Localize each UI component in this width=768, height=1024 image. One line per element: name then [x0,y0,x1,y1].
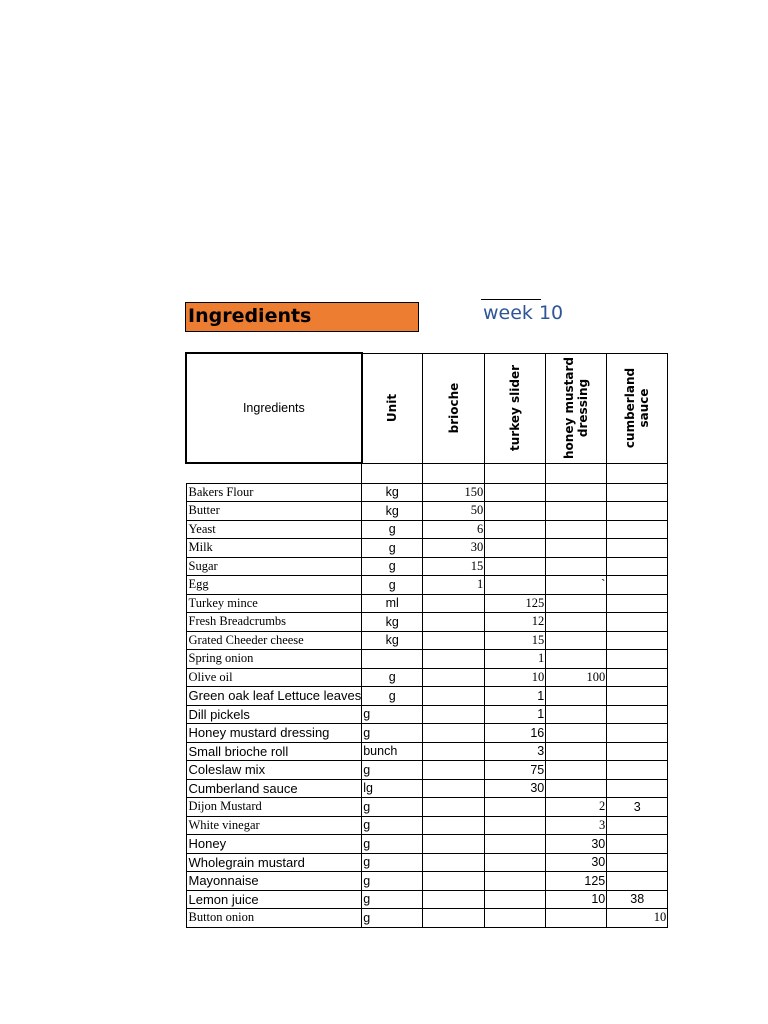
cumberland-qty [607,668,668,687]
unit-cell: g [362,539,423,558]
unit-cell: g [362,909,423,928]
turkey-slider-qty [485,890,546,909]
header-honey-mustard-dressing: honey mustard dressing [546,353,607,463]
brioche-qty [423,687,485,706]
cumberland-qty [607,779,668,798]
brioche-qty [423,798,485,817]
turkey-slider-qty [485,816,546,835]
turkey-slider-qty: 1 [485,687,546,706]
cumberland-qty [607,761,668,780]
ingredient-name: Dill pickels [186,705,362,724]
ingredient-name: Bakers Flour [186,483,362,502]
cumberland-qty [607,613,668,632]
cumberland-qty [607,835,668,854]
honey-mustard-qty [546,705,607,724]
honey-mustard-qty [546,742,607,761]
ingredient-name: Cumberland sauce [186,779,362,798]
turkey-slider-qty: 75 [485,761,546,780]
unit-cell: g [362,724,423,743]
honey-mustard-qty: ` [546,576,607,595]
brioche-qty [423,816,485,835]
unit-cell: g [362,798,423,817]
honey-mustard-qty: 2 [546,798,607,817]
honey-mustard-qty [546,779,607,798]
ingredient-name: Button onion [186,909,362,928]
turkey-slider-qty: 1 [485,650,546,669]
table-row [186,668,668,687]
ingredient-name: Egg [186,576,362,595]
header-row [186,353,668,463]
table-row [186,502,668,521]
cumberland-qty [607,650,668,669]
turkey-slider-qty [485,853,546,872]
brioche-qty [423,724,485,743]
table-row [186,687,668,706]
turkey-slider-qty: 125 [485,594,546,613]
cumberland-qty [607,816,668,835]
cumberland-qty [607,576,668,595]
ingredient-name: Fresh Breadcrumbs [186,613,362,632]
unit-cell: bunch [362,742,423,761]
brioche-qty [423,835,485,854]
table-row [186,724,668,743]
ingredient-name: Turkey mince [186,594,362,613]
turkey-slider-qty [485,835,546,854]
ingredient-name: Coleslaw mix [186,761,362,780]
honey-mustard-qty: 30 [546,853,607,872]
table-row [186,742,668,761]
ingredient-name: Butter [186,502,362,521]
header-turkey-slider: turkey slider [485,353,546,463]
brioche-qty [423,779,485,798]
turkey-slider-qty [485,798,546,817]
cumberland-qty [607,594,668,613]
honey-mustard-qty [546,650,607,669]
ingredient-name: Lemon juice [186,890,362,909]
brioche-qty [423,631,485,650]
cumberland-qty [607,705,668,724]
table-row [186,483,668,502]
unit-cell: g [362,705,423,724]
header-ingredients: Ingredients [186,353,362,463]
ingredients-table [185,352,668,928]
table-row [186,890,668,909]
honey-mustard-qty [546,724,607,743]
turkey-slider-qty: 16 [485,724,546,743]
cumberland-qty [607,724,668,743]
ingredient-name: Honey [186,835,362,854]
ingredient-name: White vinegar [186,816,362,835]
honey-mustard-qty [546,909,607,928]
cumberland-qty [607,539,668,558]
brioche-qty [423,613,485,632]
honey-mustard-qty [546,483,607,502]
cumberland-qty [607,872,668,891]
table-row [186,835,668,854]
cumberland-qty [607,687,668,706]
table-row [186,853,668,872]
unit-cell: g [362,853,423,872]
honey-mustard-qty [546,613,607,632]
cumberland-qty: 3 [607,798,668,817]
ingredient-name: Sugar [186,557,362,576]
table-row [186,779,668,798]
honey-mustard-qty [546,520,607,539]
header-cumberland-sauce: cumberland sauce [607,353,668,463]
table-row [186,576,668,595]
ingredient-name: Yeast [186,520,362,539]
cumberland-qty [607,520,668,539]
cumberland-qty [607,742,668,761]
turkey-slider-qty: 10 [485,668,546,687]
ingredient-name: Milk [186,539,362,558]
unit-cell: g [362,576,423,595]
table-row [186,798,668,817]
ingredient-name: Honey mustard dressing [186,724,362,743]
unit-cell: g [362,890,423,909]
table-row [186,631,668,650]
brioche-qty: 150 [423,483,485,502]
brioche-qty: 50 [423,502,485,521]
cumberland-qty [607,631,668,650]
cumberland-qty [607,557,668,576]
brioche-qty [423,872,485,891]
honey-mustard-qty: 30 [546,835,607,854]
brioche-qty [423,890,485,909]
table-row [186,909,668,928]
turkey-slider-qty: 1 [485,705,546,724]
honey-mustard-qty [546,594,607,613]
honey-mustard-qty: 10 [546,890,607,909]
brioche-qty: 1 [423,576,485,595]
title-banner [185,302,419,332]
table-row [186,705,668,724]
unit-cell: lg [362,779,423,798]
table-row [186,816,668,835]
ingredient-name: Olive oil [186,668,362,687]
page-title: Ingredients [188,305,312,327]
unit-cell: g [362,557,423,576]
honey-mustard-qty [546,539,607,558]
ingredient-name: Grated Cheeder cheese [186,631,362,650]
cumberland-qty [607,502,668,521]
brioche-qty: 15 [423,557,485,576]
turkey-slider-qty [485,539,546,558]
table-row [186,872,668,891]
ingredient-name: Spring onion [186,650,362,669]
unit-cell: g [362,761,423,780]
ingredient-name: Dijon Mustard [186,798,362,817]
unit-cell [362,650,423,669]
turkey-slider-qty [485,909,546,928]
ingredient-name: Wholegrain mustard [186,853,362,872]
brioche-qty [423,668,485,687]
cumberland-qty: 10 [607,909,668,928]
turkey-slider-qty: 30 [485,779,546,798]
honey-mustard-qty: 125 [546,872,607,891]
honey-mustard-qty [546,631,607,650]
unit-cell: ml [362,594,423,613]
turkey-slider-qty: 15 [485,631,546,650]
unit-cell: g [362,816,423,835]
spacer-row [186,463,668,483]
brioche-qty [423,594,485,613]
brioche-qty [423,761,485,780]
turkey-slider-qty: 12 [485,613,546,632]
unit-cell: g [362,872,423,891]
ingredient-name: Small brioche roll [186,742,362,761]
turkey-slider-qty [485,483,546,502]
brioche-qty [423,909,485,928]
table-row [186,761,668,780]
table-row [186,594,668,613]
unit-cell: kg [362,613,423,632]
week-overline [481,299,541,300]
brioche-qty [423,705,485,724]
honey-mustard-qty: 100 [546,668,607,687]
table-row [186,613,668,632]
brioche-qty [423,853,485,872]
cumberland-qty [607,483,668,502]
cumberland-qty [607,853,668,872]
turkey-slider-qty [485,557,546,576]
honey-mustard-qty [546,502,607,521]
week-label: week 10 [483,302,564,324]
cumberland-qty: 38 [607,890,668,909]
unit-cell: g [362,520,423,539]
unit-cell: g [362,835,423,854]
table-row [186,520,668,539]
table-row [186,557,668,576]
brioche-qty: 6 [423,520,485,539]
brioche-qty [423,742,485,761]
honey-mustard-qty [546,761,607,780]
header-unit: Unit [362,353,423,463]
turkey-slider-qty: 3 [485,742,546,761]
brioche-qty: 30 [423,539,485,558]
honey-mustard-qty [546,687,607,706]
turkey-slider-qty [485,576,546,595]
unit-cell: kg [362,502,423,521]
brioche-qty [423,650,485,669]
turkey-slider-qty [485,520,546,539]
ingredient-name: Green oak leaf Lettuce leaves [186,687,362,706]
unit-cell: g [362,668,423,687]
turkey-slider-qty [485,872,546,891]
honey-mustard-qty [546,557,607,576]
unit-cell: g [362,687,423,706]
unit-cell: kg [362,631,423,650]
unit-cell: kg [362,483,423,502]
honey-mustard-qty: 3 [546,816,607,835]
table-row [186,650,668,669]
turkey-slider-qty [485,502,546,521]
ingredient-name: Mayonnaise [186,872,362,891]
header-brioche: brioche [423,353,485,463]
table-row [186,539,668,558]
